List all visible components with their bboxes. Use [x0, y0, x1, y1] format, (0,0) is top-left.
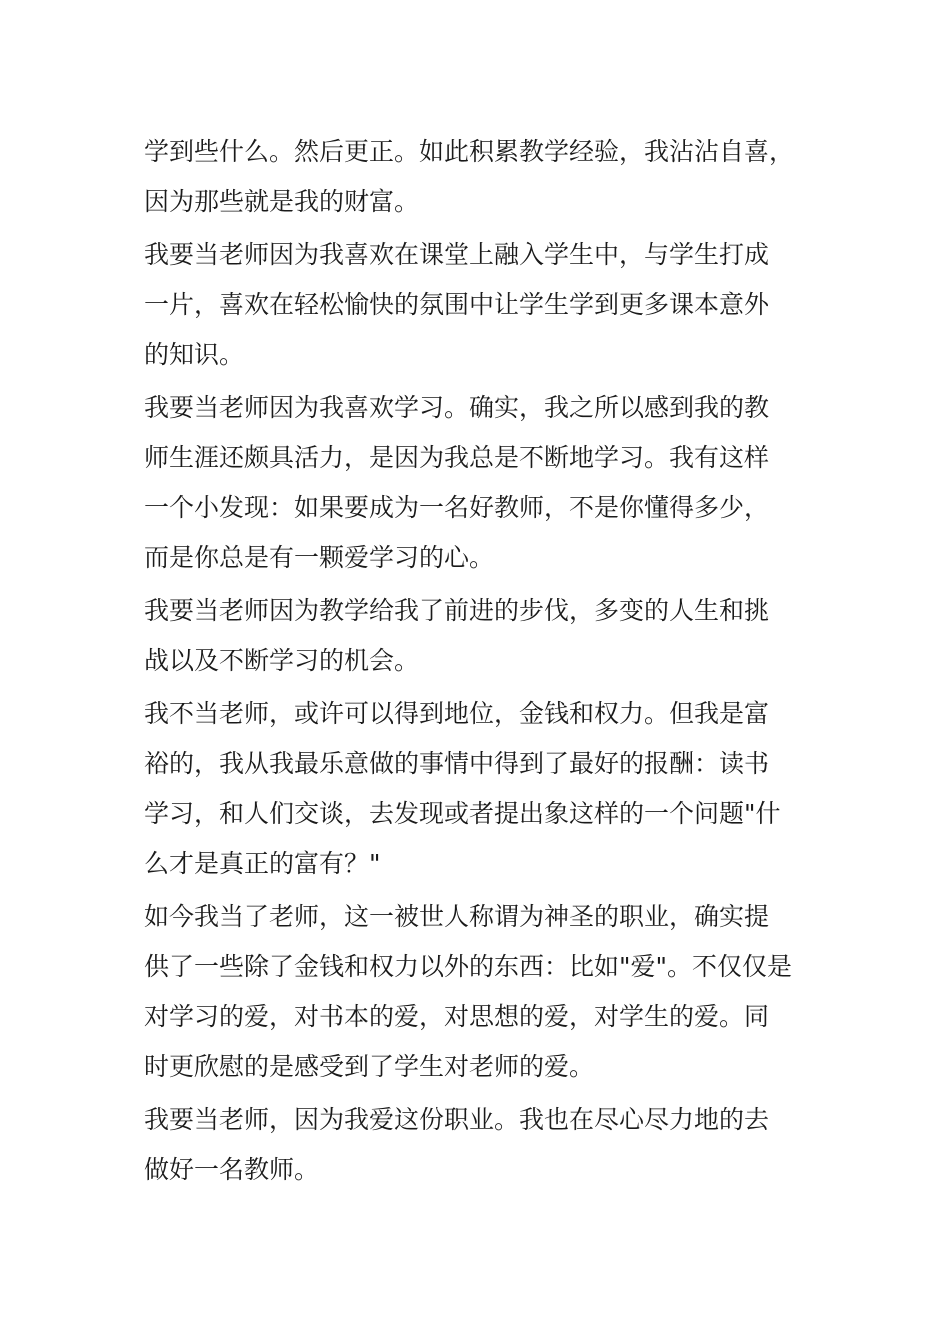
- text-line: 裕的，我从我最乐意做的事情中得到了最好的报酬：读书: [144, 749, 770, 778]
- paragraph-7: [144, 1095, 814, 1195]
- document-body: [144, 127, 814, 1198]
- paragraph-5: [144, 689, 814, 889]
- paragraph-4: [144, 586, 814, 686]
- text-line: 做好一名教师。: [144, 1155, 320, 1184]
- paragraph-3: [144, 383, 814, 583]
- text-line: 我要当老师因为教学给我了前进的步伐，多变的人生和挑: [144, 596, 770, 625]
- paragraph-1: [144, 127, 814, 227]
- text-line: 么才是真正的富有？": [144, 849, 381, 878]
- text-line: 而是你总是有一颗爱学习的心。: [144, 543, 495, 572]
- text-line: 我要当老师因为我喜欢在课堂上融入学生中，与学生打成: [144, 240, 770, 269]
- text-line: 对学习的爱，对书本的爱，对思想的爱，对学生的爱。同: [144, 1002, 770, 1031]
- text-line: 师生涯还颇具活力，是因为我总是不断地学习。我有这样: [144, 443, 770, 472]
- text-line: 我要当老师，因为我爱这份职业。我也在尽心尽力地的去: [144, 1105, 770, 1134]
- text-line: 战以及不断学习的机会。: [144, 646, 420, 675]
- text-line: 学到些什么。然后更正。如此积累教学经验，我沾沾自喜，: [144, 137, 795, 166]
- text-line: 的知识。: [144, 340, 245, 369]
- paragraph-2: [144, 230, 814, 380]
- text-line: 如今我当了老师，这一被世人称谓为神圣的职业，确实提: [144, 902, 770, 931]
- text-line: 一片，喜欢在轻松愉快的氛围中让学生学到更多课本意外: [144, 290, 770, 319]
- text-line: 时更欣慰的是感受到了学生对老师的爱。: [144, 1052, 595, 1081]
- paragraph-6: [144, 892, 814, 1092]
- text-line: 一个小发现：如果要成为一名好教师，不是你懂得多少，: [144, 493, 770, 522]
- text-line: 我不当老师，或许可以得到地位，金钱和权力。但我是富: [144, 699, 770, 728]
- text-line: 我要当老师因为我喜欢学习。确实，我之所以感到我的教: [144, 393, 770, 422]
- text-line: 供了一些除了金钱和权力以外的东西：比如"爱"。不仅仅是: [144, 952, 793, 981]
- text-line: 因为那些就是我的财富。: [144, 187, 420, 216]
- text-line: 学习，和人们交谈，去发现或者提出象这样的一个问题"什: [144, 799, 781, 828]
